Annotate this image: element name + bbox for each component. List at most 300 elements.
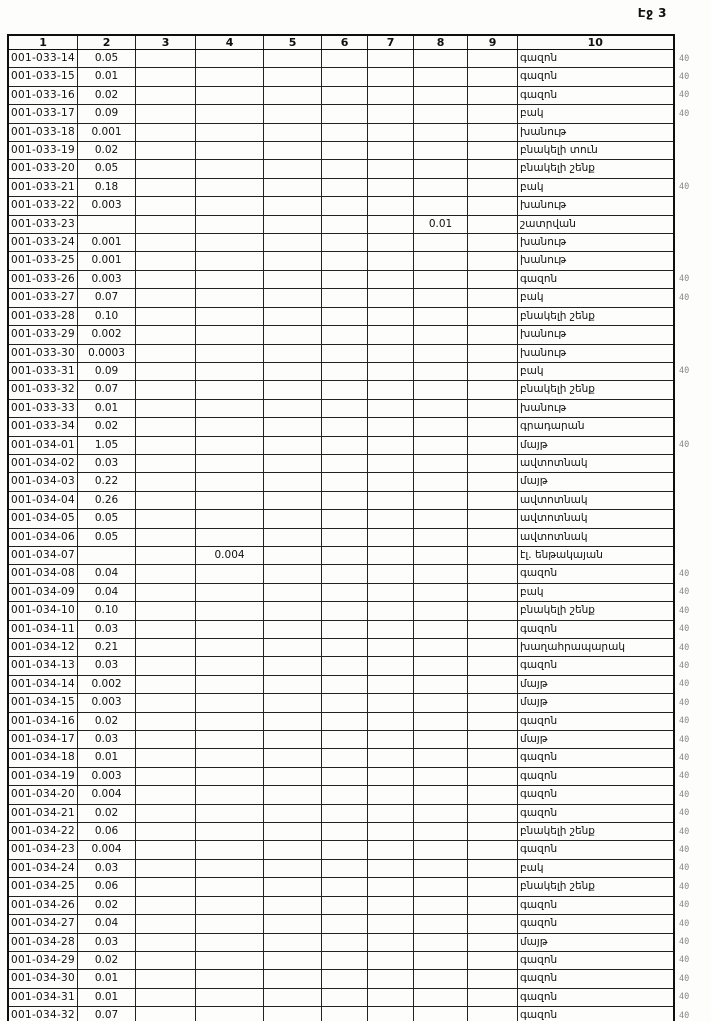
cell-landuse: խանութ bbox=[518, 252, 674, 270]
cell-value bbox=[414, 528, 468, 546]
cell-value bbox=[368, 878, 414, 896]
cell-parcel-id: 001-034-16 bbox=[8, 712, 78, 730]
cell-value bbox=[368, 454, 414, 472]
cell-value bbox=[368, 951, 414, 969]
cell-value bbox=[196, 160, 264, 178]
cell-value bbox=[468, 436, 518, 454]
cell-value bbox=[414, 491, 468, 509]
cell-parcel-id: 001-033-34 bbox=[8, 418, 78, 436]
margin-mark: 40 bbox=[679, 827, 690, 837]
cell-value bbox=[414, 160, 468, 178]
cell-parcel-id: 001-034-05 bbox=[8, 510, 78, 528]
cell-value bbox=[468, 859, 518, 877]
cell-landuse: գազոն bbox=[518, 86, 674, 104]
cell-value bbox=[196, 215, 264, 233]
column-header: 6 bbox=[322, 35, 368, 50]
cell-parcel-id: 001-033-25 bbox=[8, 252, 78, 270]
table-row bbox=[8, 1007, 674, 1021]
cell-parcel-id: 001-033-29 bbox=[8, 326, 78, 344]
cell-value bbox=[468, 344, 518, 362]
cell-value bbox=[368, 178, 414, 196]
cell-value bbox=[264, 712, 322, 730]
cell-value bbox=[264, 970, 322, 988]
cell-value bbox=[264, 362, 322, 380]
cell-value bbox=[414, 362, 468, 380]
cell-landuse: էլ. ենթակայան bbox=[518, 546, 674, 564]
cell-value bbox=[468, 970, 518, 988]
cell-value bbox=[264, 473, 322, 491]
cell-landuse: գազոն bbox=[518, 620, 674, 638]
cell-value bbox=[468, 933, 518, 951]
cell-value bbox=[322, 289, 368, 307]
cell-landuse: ավտոտնակ bbox=[518, 510, 674, 528]
cell-value bbox=[322, 970, 368, 988]
cell-landuse: խանութ bbox=[518, 399, 674, 417]
cell-value bbox=[196, 602, 264, 620]
table-row bbox=[8, 289, 674, 307]
cell-value bbox=[468, 896, 518, 914]
cell-value bbox=[322, 823, 368, 841]
cell-value bbox=[136, 1007, 196, 1021]
table-row bbox=[8, 510, 674, 528]
cell-value: 0.03 bbox=[78, 620, 136, 638]
cell-value bbox=[196, 436, 264, 454]
cell-value bbox=[136, 270, 196, 288]
column-header: 8 bbox=[414, 35, 468, 50]
column-header: 10 bbox=[518, 35, 674, 50]
cell-parcel-id: 001-033-16 bbox=[8, 86, 78, 104]
cell-value bbox=[468, 491, 518, 509]
cell-value: 0.0003 bbox=[78, 344, 136, 362]
cell-landuse: գազոն bbox=[518, 915, 674, 933]
cell-landuse: գազոն bbox=[518, 50, 674, 68]
cell-value bbox=[196, 510, 264, 528]
cell-landuse: գազոն bbox=[518, 896, 674, 914]
cell-value bbox=[196, 1007, 264, 1021]
cell-value bbox=[196, 620, 264, 638]
cell-value bbox=[368, 491, 414, 509]
cell-value bbox=[322, 344, 368, 362]
cell-value bbox=[414, 270, 468, 288]
cell-value bbox=[136, 565, 196, 583]
cell-value bbox=[322, 528, 368, 546]
cell-value bbox=[196, 68, 264, 86]
cell-parcel-id: 001-034-26 bbox=[8, 896, 78, 914]
cell-value bbox=[264, 123, 322, 141]
table-row bbox=[8, 252, 674, 270]
cell-value bbox=[264, 749, 322, 767]
cell-value: 0.05 bbox=[78, 528, 136, 546]
cell-value bbox=[264, 767, 322, 785]
cell-value bbox=[414, 933, 468, 951]
cell-value bbox=[322, 988, 368, 1006]
cell-value bbox=[196, 786, 264, 804]
cell-value bbox=[368, 123, 414, 141]
margin-mark: 40 bbox=[679, 882, 690, 892]
cell-value: 0.07 bbox=[78, 381, 136, 399]
cell-value bbox=[368, 215, 414, 233]
cell-value bbox=[322, 546, 368, 564]
cell-value: 0.04 bbox=[78, 565, 136, 583]
cell-value bbox=[78, 546, 136, 564]
cell-value bbox=[414, 602, 468, 620]
table-row bbox=[8, 657, 674, 675]
table-row bbox=[8, 823, 674, 841]
cell-value bbox=[468, 804, 518, 822]
cell-value bbox=[368, 473, 414, 491]
cell-value bbox=[322, 657, 368, 675]
cell-value bbox=[414, 399, 468, 417]
cell-value bbox=[322, 583, 368, 601]
table-row bbox=[8, 86, 674, 104]
cell-value bbox=[264, 731, 322, 749]
cell-value bbox=[368, 142, 414, 160]
cell-value bbox=[414, 252, 468, 270]
cell-value bbox=[368, 418, 414, 436]
cell-landuse: մայթ bbox=[518, 675, 674, 693]
table-row bbox=[8, 68, 674, 86]
cell-value bbox=[136, 712, 196, 730]
cell-value bbox=[264, 454, 322, 472]
cell-value bbox=[264, 620, 322, 638]
table-row bbox=[8, 602, 674, 620]
cell-value bbox=[468, 786, 518, 804]
cell-value bbox=[368, 639, 414, 657]
table-row bbox=[8, 178, 674, 196]
margin-mark: 40 bbox=[679, 753, 690, 763]
cell-value bbox=[264, 381, 322, 399]
cell-parcel-id: 001-034-14 bbox=[8, 675, 78, 693]
cell-value bbox=[136, 841, 196, 859]
cell-value bbox=[264, 694, 322, 712]
cell-value: 0.22 bbox=[78, 473, 136, 491]
cell-value bbox=[322, 786, 368, 804]
cell-value bbox=[196, 344, 264, 362]
cell-value bbox=[264, 510, 322, 528]
cell-value bbox=[196, 528, 264, 546]
cell-value: 0.04 bbox=[78, 583, 136, 601]
cell-value bbox=[322, 878, 368, 896]
cell-value bbox=[368, 970, 414, 988]
cell-value bbox=[468, 510, 518, 528]
cell-value bbox=[196, 399, 264, 417]
cell-value bbox=[264, 68, 322, 86]
cell-value bbox=[414, 712, 468, 730]
table-row bbox=[8, 878, 674, 896]
cell-landuse: գազոն bbox=[518, 270, 674, 288]
cell-value bbox=[136, 767, 196, 785]
cell-value bbox=[468, 307, 518, 325]
cell-value bbox=[414, 546, 468, 564]
cell-value bbox=[264, 197, 322, 215]
cell-value bbox=[322, 326, 368, 344]
cell-landuse: գազոն bbox=[518, 786, 674, 804]
cell-value bbox=[414, 326, 468, 344]
cell-value bbox=[264, 252, 322, 270]
cell-value bbox=[196, 951, 264, 969]
table-row bbox=[8, 362, 674, 380]
table-row bbox=[8, 436, 674, 454]
cell-value bbox=[468, 602, 518, 620]
cell-landuse: մայթ bbox=[518, 694, 674, 712]
cell-value bbox=[414, 307, 468, 325]
margin-mark: 40 bbox=[679, 109, 690, 119]
cell-value: 0.02 bbox=[78, 951, 136, 969]
cell-value bbox=[136, 160, 196, 178]
cell-value bbox=[468, 528, 518, 546]
cell-value bbox=[196, 178, 264, 196]
cell-parcel-id: 001-033-31 bbox=[8, 362, 78, 380]
cell-landuse: ավտոտնակ bbox=[518, 491, 674, 509]
table-row bbox=[8, 694, 674, 712]
cell-value bbox=[414, 970, 468, 988]
cell-value bbox=[196, 105, 264, 123]
column-header: 3 bbox=[136, 35, 196, 50]
cell-parcel-id: 001-034-24 bbox=[8, 859, 78, 877]
cell-value bbox=[414, 804, 468, 822]
cell-landuse: գազոն bbox=[518, 749, 674, 767]
cell-landuse: բակ bbox=[518, 105, 674, 123]
table-row bbox=[8, 418, 674, 436]
cell-value bbox=[136, 289, 196, 307]
cell-value bbox=[468, 712, 518, 730]
cell-value bbox=[468, 105, 518, 123]
cell-parcel-id: 001-033-33 bbox=[8, 399, 78, 417]
cell-value bbox=[368, 602, 414, 620]
cell-value bbox=[136, 197, 196, 215]
cell-value bbox=[264, 50, 322, 68]
cell-value bbox=[136, 528, 196, 546]
table-row bbox=[8, 749, 674, 767]
cell-value bbox=[136, 823, 196, 841]
cell-value bbox=[468, 142, 518, 160]
cell-value bbox=[136, 675, 196, 693]
cell-value bbox=[368, 68, 414, 86]
cell-value: 0.01 bbox=[78, 68, 136, 86]
cell-value bbox=[368, 86, 414, 104]
cell-value bbox=[468, 326, 518, 344]
margin-mark: 40 bbox=[679, 679, 690, 689]
table-row bbox=[8, 970, 674, 988]
margin-mark: 40 bbox=[679, 587, 690, 597]
table-row bbox=[8, 270, 674, 288]
cell-value bbox=[322, 197, 368, 215]
margin-mark: 40 bbox=[679, 661, 690, 671]
cell-value bbox=[264, 878, 322, 896]
cell-value bbox=[414, 289, 468, 307]
cell-value bbox=[322, 399, 368, 417]
cell-value bbox=[196, 491, 264, 509]
cell-value bbox=[264, 786, 322, 804]
cell-value bbox=[322, 602, 368, 620]
cell-landuse: խանութ bbox=[518, 197, 674, 215]
cell-value bbox=[264, 583, 322, 601]
cell-value bbox=[368, 399, 414, 417]
margin-mark: 40 bbox=[679, 919, 690, 929]
cell-value bbox=[136, 583, 196, 601]
cell-value bbox=[322, 491, 368, 509]
margin-mark: 40 bbox=[679, 955, 690, 965]
cell-value bbox=[136, 491, 196, 509]
cell-value: 0.04 bbox=[78, 915, 136, 933]
margin-mark: 40 bbox=[679, 54, 690, 64]
cell-value bbox=[136, 86, 196, 104]
cell-landuse: շատրվան bbox=[518, 215, 674, 233]
cell-value bbox=[414, 454, 468, 472]
cell-value bbox=[196, 197, 264, 215]
cell-value bbox=[368, 381, 414, 399]
cell-value bbox=[196, 694, 264, 712]
cell-landuse: գազոն bbox=[518, 1007, 674, 1021]
cell-value bbox=[414, 197, 468, 215]
cell-value bbox=[136, 951, 196, 969]
table-row bbox=[8, 620, 674, 638]
table-row bbox=[8, 399, 674, 417]
cell-value bbox=[136, 381, 196, 399]
cell-value bbox=[322, 50, 368, 68]
cell-parcel-id: 001-034-08 bbox=[8, 565, 78, 583]
cell-value bbox=[264, 639, 322, 657]
cell-value bbox=[264, 602, 322, 620]
cell-value bbox=[264, 675, 322, 693]
cell-value bbox=[368, 823, 414, 841]
margin-mark: 40 bbox=[679, 863, 690, 873]
cell-value bbox=[368, 436, 414, 454]
cell-value bbox=[322, 915, 368, 933]
cell-value bbox=[468, 270, 518, 288]
cell-value bbox=[368, 326, 414, 344]
cell-value bbox=[136, 804, 196, 822]
cell-value bbox=[136, 178, 196, 196]
cell-value bbox=[136, 602, 196, 620]
cell-landuse: գազոն bbox=[518, 841, 674, 859]
cell-parcel-id: 001-034-03 bbox=[8, 473, 78, 491]
cell-landuse: բակ bbox=[518, 178, 674, 196]
cell-value bbox=[196, 823, 264, 841]
cell-value bbox=[196, 86, 264, 104]
cell-value bbox=[196, 639, 264, 657]
cell-value bbox=[468, 123, 518, 141]
cell-value bbox=[264, 418, 322, 436]
cell-value bbox=[322, 731, 368, 749]
table-row bbox=[8, 951, 674, 969]
cell-value bbox=[468, 565, 518, 583]
cell-value bbox=[264, 657, 322, 675]
cell-value bbox=[468, 362, 518, 380]
cell-value bbox=[264, 528, 322, 546]
cell-value bbox=[368, 105, 414, 123]
cell-value bbox=[468, 841, 518, 859]
cell-value bbox=[196, 970, 264, 988]
table-row bbox=[8, 712, 674, 730]
table-row bbox=[8, 454, 674, 472]
cell-landuse: գազոն bbox=[518, 988, 674, 1006]
cell-parcel-id: 001-033-28 bbox=[8, 307, 78, 325]
cell-value bbox=[264, 951, 322, 969]
cell-value bbox=[322, 234, 368, 252]
cell-value bbox=[368, 933, 414, 951]
cell-landuse: մայթ bbox=[518, 436, 674, 454]
cell-value bbox=[196, 142, 264, 160]
cell-landuse: բնակելի տուն bbox=[518, 142, 674, 160]
cell-value bbox=[414, 86, 468, 104]
cell-value bbox=[322, 510, 368, 528]
cell-value bbox=[414, 694, 468, 712]
cell-value bbox=[414, 178, 468, 196]
cell-landuse: գազոն bbox=[518, 970, 674, 988]
cell-value bbox=[136, 436, 196, 454]
cell-value bbox=[368, 362, 414, 380]
table-row bbox=[8, 307, 674, 325]
cell-value bbox=[468, 252, 518, 270]
cell-landuse: բակ bbox=[518, 362, 674, 380]
cell-landuse: գազոն bbox=[518, 767, 674, 785]
cell-parcel-id: 001-034-27 bbox=[8, 915, 78, 933]
cell-value bbox=[196, 289, 264, 307]
cell-value bbox=[368, 786, 414, 804]
cell-value bbox=[468, 823, 518, 841]
cell-value: 0.09 bbox=[78, 362, 136, 380]
cell-parcel-id: 001-034-09 bbox=[8, 583, 78, 601]
cell-landuse: մայթ bbox=[518, 933, 674, 951]
cell-value bbox=[136, 510, 196, 528]
table-header-row bbox=[8, 35, 674, 50]
cell-value bbox=[368, 731, 414, 749]
cell-parcel-id: 001-034-32 bbox=[8, 1007, 78, 1021]
cell-value bbox=[264, 105, 322, 123]
cell-value bbox=[468, 289, 518, 307]
page-number-label: Էջ 3 bbox=[637, 6, 667, 20]
cell-value bbox=[136, 142, 196, 160]
cell-value bbox=[136, 878, 196, 896]
cell-value bbox=[322, 270, 368, 288]
cell-landuse: բնակելի շենք bbox=[518, 823, 674, 841]
margin-mark: 40 bbox=[679, 90, 690, 100]
cell-value: 0.10 bbox=[78, 602, 136, 620]
cell-value bbox=[322, 307, 368, 325]
cell-value: 0.003 bbox=[78, 197, 136, 215]
cell-value bbox=[414, 841, 468, 859]
cell-value bbox=[264, 859, 322, 877]
cell-parcel-id: 001-034-20 bbox=[8, 786, 78, 804]
margin-mark: 40 bbox=[679, 845, 690, 855]
cell-value bbox=[414, 749, 468, 767]
cell-value: 0.03 bbox=[78, 657, 136, 675]
cell-parcel-id: 001-034-23 bbox=[8, 841, 78, 859]
cell-parcel-id: 001-034-02 bbox=[8, 454, 78, 472]
cell-value: 0.01 bbox=[78, 399, 136, 417]
margin-mark: 40 bbox=[679, 900, 690, 910]
cell-value: 0.05 bbox=[78, 510, 136, 528]
margin-mark: 40 bbox=[679, 937, 690, 947]
cell-value bbox=[196, 473, 264, 491]
cell-value bbox=[136, 344, 196, 362]
cell-value: 0.003 bbox=[78, 270, 136, 288]
cell-value bbox=[468, 731, 518, 749]
cell-value bbox=[368, 1007, 414, 1021]
cell-landuse: մայթ bbox=[518, 731, 674, 749]
cell-value bbox=[322, 68, 368, 86]
margin-mark: 40 bbox=[679, 771, 690, 781]
cell-value bbox=[264, 841, 322, 859]
cell-value bbox=[196, 767, 264, 785]
cell-value bbox=[368, 565, 414, 583]
cell-value: 0.03 bbox=[78, 859, 136, 877]
cell-value bbox=[136, 454, 196, 472]
cell-value bbox=[368, 841, 414, 859]
cell-value bbox=[136, 620, 196, 638]
cell-value bbox=[414, 988, 468, 1006]
